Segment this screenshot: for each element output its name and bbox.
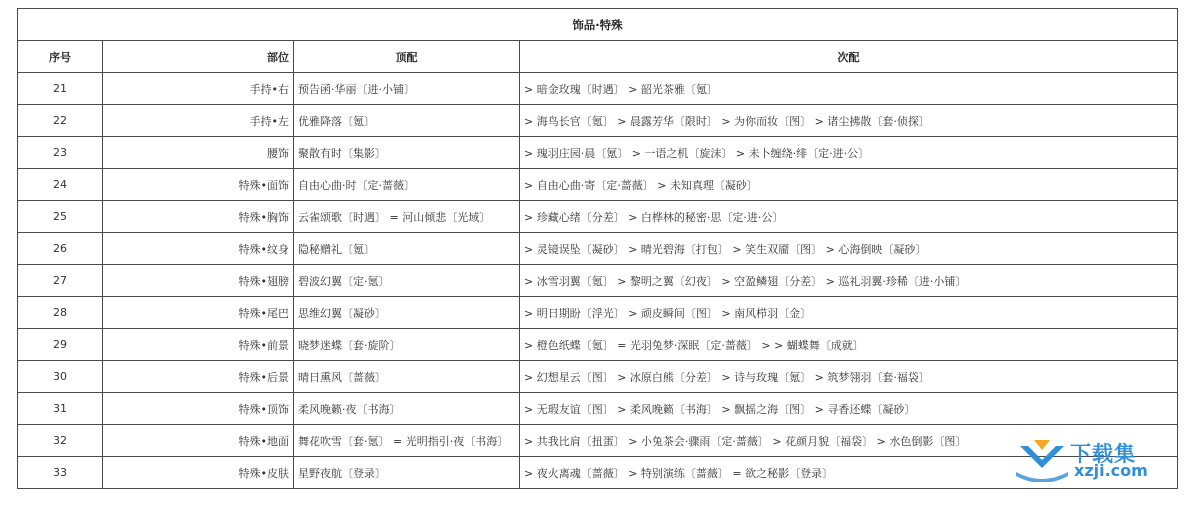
watermark-brand: 下载集 [1070, 442, 1136, 466]
header-top: 顶配 [294, 41, 520, 73]
row-index: 23 [18, 137, 103, 169]
table-row [18, 361, 1178, 393]
down-arrow-logo-icon [1012, 438, 1072, 482]
row-sub-pick: > 珍藏心绪〔分差〕 > 白桦林的秘密·思〔定·进·公〕 [520, 201, 1178, 233]
table-row [18, 233, 1178, 265]
table-row [18, 393, 1178, 425]
row-slot: 手持•左 [103, 105, 294, 137]
header-sub: 次配 [520, 41, 1178, 73]
header-index: 序号 [18, 41, 103, 73]
row-top-pick: 晓梦迷蝶〔套·旋阶〕 [294, 329, 520, 361]
row-index: 24 [18, 169, 103, 201]
row-sub-pick: > 明日期盼〔浮光〕 > 顽皮瞬间〔图〕 > 南风栉羽〔金〕 [520, 297, 1178, 329]
row-top-pick: 聚散有时〔集影〕 [294, 137, 520, 169]
row-sub-pick: > 灵镜误坠〔凝砂〕 > 晴光碧海〔打包〕 > 笑生双靥〔图〕 > 心海倒映〔凝砂〕 [520, 233, 1178, 265]
row-index: 29 [18, 329, 103, 361]
table-row [18, 105, 1178, 137]
header-slot: 部位 [103, 41, 294, 73]
row-sub-pick: > 幻想星云〔图〕 > 冰原白熊〔分差〕 > 诗与玫瑰〔氪〕 > 筑梦翎羽〔套·福袋〕 [520, 361, 1178, 393]
row-index: 30 [18, 361, 103, 393]
row-top-pick: 晴日熏风〔蔷薇〕 [294, 361, 520, 393]
row-slot: 特殊•尾巴 [103, 297, 294, 329]
row-index: 27 [18, 265, 103, 297]
row-slot: 特殊•纹身 [103, 233, 294, 265]
row-sub-pick: > 冰雪羽翼〔氪〕 > 黎明之翼〔幻夜〕 > 空盈鳞翅〔分差〕 > 巡礼羽翼·珍稀〔进·小铺〕 [520, 265, 1178, 297]
table-row [18, 297, 1178, 329]
table-row [18, 265, 1178, 297]
row-index: 28 [18, 297, 103, 329]
row-slot: 特殊•前景 [103, 329, 294, 361]
row-top-pick: 优雅降落〔氪〕 [294, 105, 520, 137]
row-sub-pick: > 自由心曲·寄〔定·蔷薇〕 > 未知真理〔凝砂〕 [520, 169, 1178, 201]
row-sub-pick: > 夜火离魂〔蔷薇〕 > 特别演练〔蔷薇〕 = 欲之秘影〔登录〕 [520, 457, 1178, 489]
row-top-pick: 舞花吹雪〔套·氪〕 = 光明指引·夜〔书海〕 [294, 425, 520, 457]
row-index: 22 [18, 105, 103, 137]
row-slot: 腰饰 [103, 137, 294, 169]
row-index: 33 [18, 457, 103, 489]
row-top-pick: 预告函·华丽〔进·小铺〕 [294, 73, 520, 105]
row-index: 21 [18, 73, 103, 105]
row-sub-pick: > 暗金玫瑰〔时遇〕 > 韶光茶雅〔氪〕 [520, 73, 1178, 105]
row-slot: 特殊•顶饰 [103, 393, 294, 425]
row-top-pick: 思维幻翼〔凝砂〕 [294, 297, 520, 329]
table-row [18, 329, 1178, 361]
row-index: 25 [18, 201, 103, 233]
row-top-pick: 云雀颂歌〔时遇〕 = 河山倾悲〔光域〕 [294, 201, 520, 233]
table-row [18, 137, 1178, 169]
table-title: 饰品·特殊 [18, 9, 1178, 41]
row-top-pick: 柔风晚籁·夜〔书海〕 [294, 393, 520, 425]
row-top-pick: 隐秘赠礼〔氪〕 [294, 233, 520, 265]
row-sub-pick: > 海鸟长官〔氪〕 > 晨露芳华〔限时〕 > 为你而妆〔图〕 > 诸尘拂散〔套·侦探〕 [520, 105, 1178, 137]
row-slot: 特殊•面饰 [103, 169, 294, 201]
table-row [18, 73, 1178, 105]
table-row [18, 425, 1178, 457]
row-slot: 特殊•地面 [103, 425, 294, 457]
row-slot: 特殊•胸饰 [103, 201, 294, 233]
row-slot: 特殊•皮肤 [103, 457, 294, 489]
accessory-table [17, 8, 1178, 489]
row-slot: 特殊•翅膀 [103, 265, 294, 297]
row-slot: 特殊•后景 [103, 361, 294, 393]
table-row [18, 457, 1178, 489]
watermark [1012, 438, 1172, 482]
table-row [18, 201, 1178, 233]
row-top-pick: 自由心曲·时〔定·蔷薇〕 [294, 169, 520, 201]
row-top-pick: 星野夜航〔登录〕 [294, 457, 520, 489]
row-sub-pick: > 无瑕友谊〔图〕 > 柔风晚籁〔书海〕 > 飘摇之海〔图〕 > 寻香还蝶〔凝砂〕 [520, 393, 1178, 425]
row-sub-pick: > 共我比肩〔扭蛋〕 > 小兔茶会·骤雨〔定·蔷薇〕 > 花颜月貌〔福袋〕 > 水色倒影〔图〕 [520, 425, 1178, 457]
table-body [18, 73, 1178, 489]
row-sub-pick: > 瑰羽庄园·晨〔氪〕 > 一语之机〔旋沫〕 > 未卜缠绕·绯〔定·进·公〕 [520, 137, 1178, 169]
row-top-pick: 碧波幻翼〔定·氪〕 [294, 265, 520, 297]
row-slot: 手持•右 [103, 73, 294, 105]
watermark-site: xzji.com [1074, 461, 1148, 480]
row-sub-pick: > 橙色纸蝶〔氪〕 = 光羽兔梦·深眠〔定·蔷薇〕 > > 蝴蝶舞〔成就〕 [520, 329, 1178, 361]
row-index: 31 [18, 393, 103, 425]
row-index: 32 [18, 425, 103, 457]
row-index: 26 [18, 233, 103, 265]
table-row [18, 169, 1178, 201]
